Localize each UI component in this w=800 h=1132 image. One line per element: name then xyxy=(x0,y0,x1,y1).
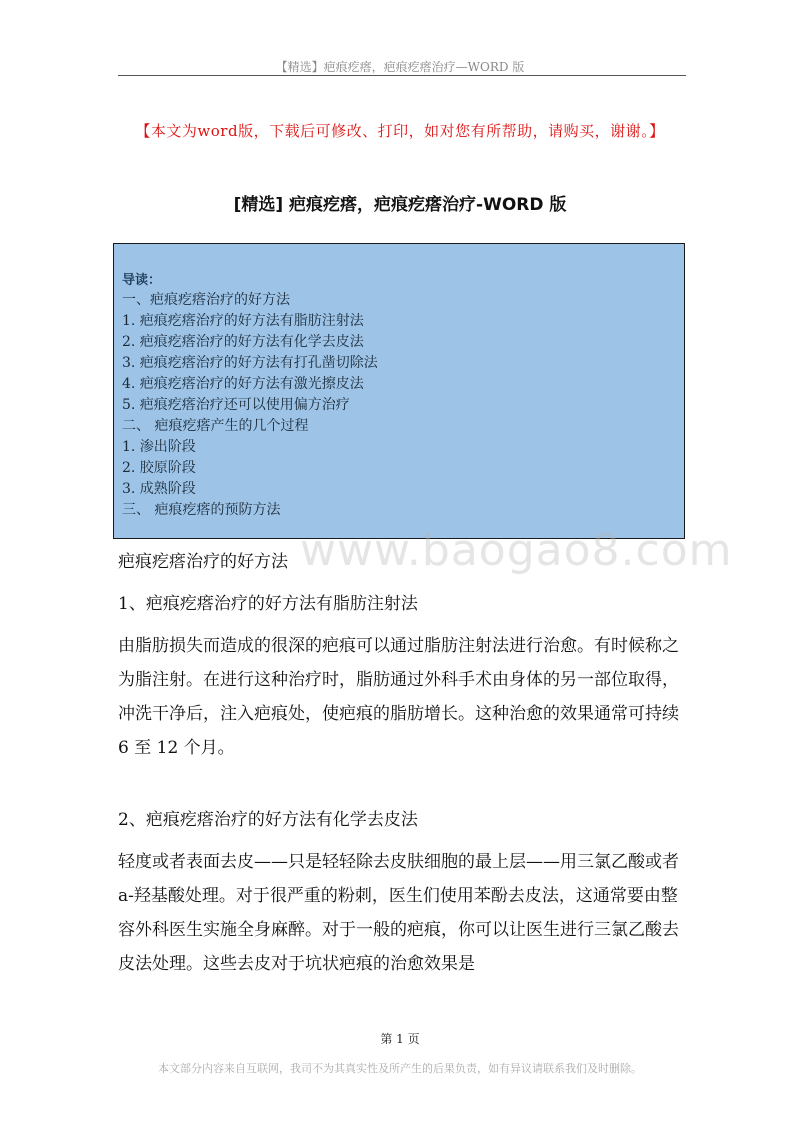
table-of-contents-box xyxy=(113,243,685,539)
toc-item: 4. 疤痕疙瘩治疗的好方法有激光擦皮法 xyxy=(122,376,364,392)
document-title: [精选] 疤痕疙瘩，疤痕疙瘩治疗-WORD 版 xyxy=(233,195,567,215)
toc-item: 3. 成熟阶段 xyxy=(122,481,196,497)
toc-item: 一、疤痕疙瘩治疗的好方法 xyxy=(122,292,290,308)
section-heading: 疤痕疙瘩治疗的好方法 xyxy=(118,552,288,572)
toc-item: 二、 疤痕疙瘩产生的几个过程 xyxy=(122,418,309,434)
footer-disclaimer: 本文部分内容来自互联网，我司不为其真实性及所产生的后果负责，如有异议请联系我们及时删除。 xyxy=(158,1062,642,1075)
toc-item: 5. 疤痕疙瘩治疗还可以使用偏方治疗 xyxy=(122,397,350,413)
toc-item: 3. 疤痕疙瘩治疗的好方法有打孔凿切除法 xyxy=(122,355,378,371)
page-number: 第 1 页 xyxy=(380,1032,420,1046)
body-paragraph: 轻度或者表面去皮——只是轻轻除去皮肤细胞的最上层——用三氯乙酸或者 a-羟基酸处理。对于很严重的粉刺，医生们使用苯酚去皮法，这通常要由整容外科医生实施全身麻醉。对于一般的疤痕，你可以让医生进行三氯乙酸去皮法处理。这些去皮对于坑状疤痕的治愈效果是 xyxy=(118,852,679,974)
word-version-notice: 【本文为word版，下载后可修改、打印，如对您有所帮助，请购买，谢谢。】 xyxy=(135,122,665,140)
header-divider xyxy=(118,75,686,76)
toc-item: 2. 疤痕疙瘩治疗的好方法有化学去皮法 xyxy=(122,334,364,350)
watermark-text: www.baogao8.com xyxy=(300,525,733,576)
subsection-heading: 1、疤痕疙瘩治疗的好方法有脂肪注射法 xyxy=(118,594,418,614)
subsection-heading: 2、疤痕疙瘩治疗的好方法有化学去皮法 xyxy=(118,810,418,830)
running-header: 【精选】疤痕疙瘩，疤痕疙瘩治疗—WORD 版 xyxy=(275,60,525,74)
toc-item: 2. 胶原阶段 xyxy=(122,460,196,476)
toc-item: 三、 疤痕疙瘩的预防方法 xyxy=(122,502,281,518)
toc-heading: 导读： xyxy=(122,273,162,288)
body-paragraph: 由脂肪损失而造成的很深的疤痕可以通过脂肪注射法进行治愈。有时候称之为脂注射。在进行这种治疗时，脂肪通过外科手术由身体的另一部位取得，冲洗干净后，注入疤痕处，使疤痕的脂肪增长。这种治愈的效果通常可持续 6 至 12 个月。 xyxy=(118,636,679,758)
toc-item: 1. 渗出阶段 xyxy=(122,439,196,455)
toc-item: 1. 疤痕疙瘩治疗的好方法有脂肪注射法 xyxy=(122,313,364,329)
